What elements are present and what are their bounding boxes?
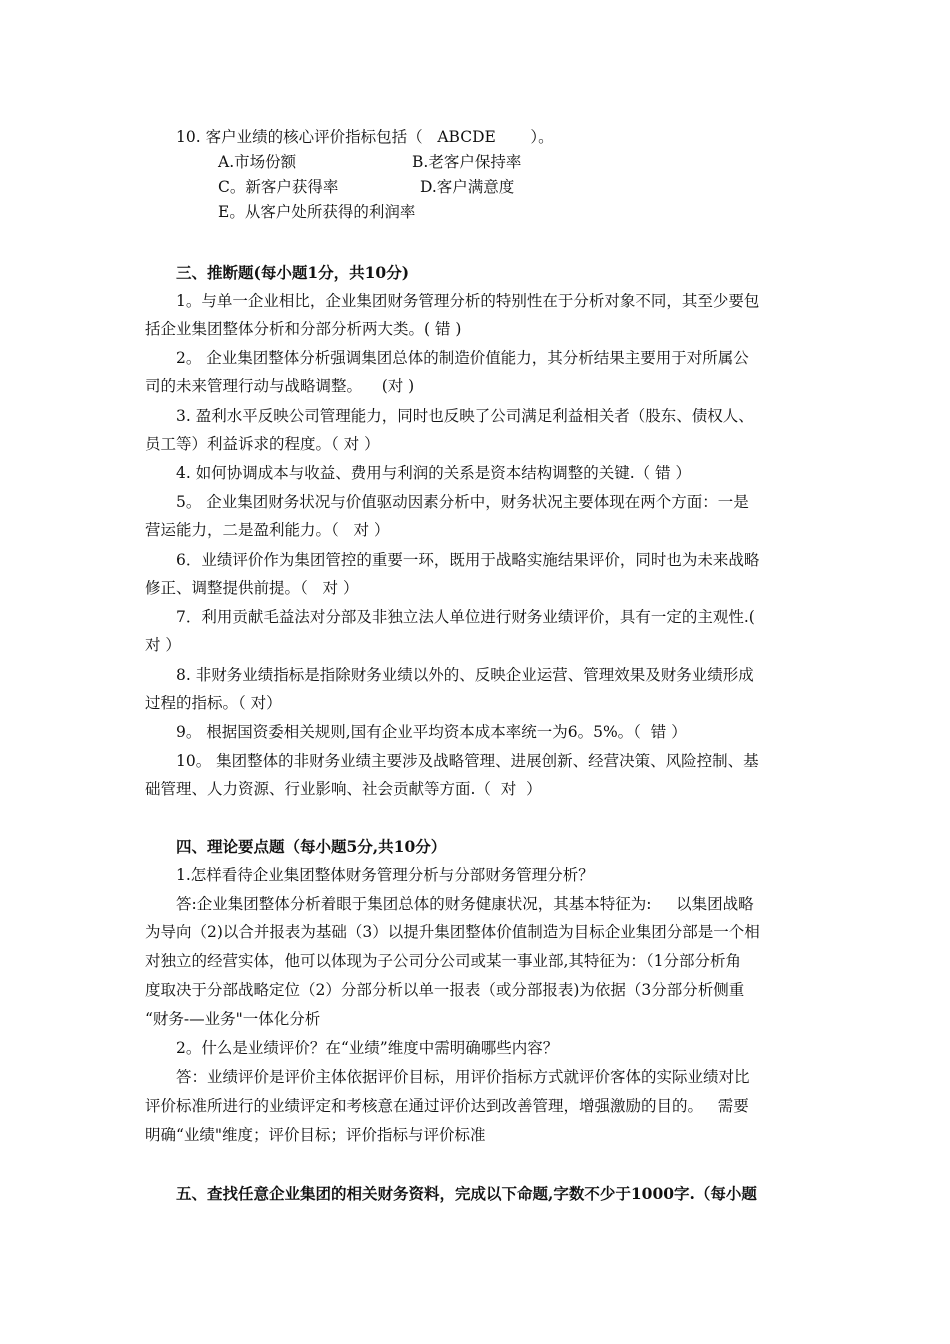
section-3-line: 修正、调整提供前提。（ 对 ） <box>145 579 359 597</box>
section-3-line: 2。 企业集团整体分析强调集团总体的制造价值能力，其分析结果主要用于对所属公 <box>176 349 749 367</box>
question-10-stem: 10. 客户业绩的核心评价指标包括（ ABCDE ）。 <box>176 128 554 146</box>
section-5-heading: 五、查找任意企业集团的相关财务资料，完成以下命题,字数不少于1000字.（每小题 <box>176 1184 757 1203</box>
section-4-line: 2。什么是业绩评价？在“业绩”维度中需明确哪些内容？ <box>176 1039 559 1057</box>
section-3-line: 1。与单一企业相比，企业集团财务管理分析的特别性在于分析对象不同，其至少要包 <box>176 292 760 310</box>
section-3-line: 7．利用贡献毛益法对分部及非独立法人单位进行财务业绩评价，具有一定的主观性.( <box>176 608 755 626</box>
section-4-line: 为导向（2)以合并报表为基础（3）以提升集团整体价值制造为目标企业集团分部是一个相 <box>145 923 760 941</box>
section-4-line: 对独立的经营实体，他可以体现为子公司分公司或某一事业部,其特征为：（1分部分析角 <box>145 952 742 970</box>
section-4-line: “财务-—业务"一体化分析 <box>145 1010 321 1028</box>
section-3-heading: 三、推断题(每小题1分，共10分) <box>176 263 410 282</box>
section-3-line: 3. 盈利水平反映公司管理能力，同时也反映了公司满足利益相关者（股东、债权人、 <box>176 407 754 425</box>
section-4-line: 1.怎样看待企业集团整体财务管理分析与分部财务管理分析？ <box>176 866 594 884</box>
option-a: A.市场份额 <box>218 153 297 171</box>
section-4-line: 评价标准所进行的业绩评定和考核意在通过评价达到改善管理，增强激励的目的。 需要 <box>145 1097 749 1115</box>
section-3-line: 5。 企业集团财务状况与价值驱动因素分析中，财务状况主要体现在两个方面：一是 <box>176 493 749 511</box>
option-e: E。从客户处所获得的利润率 <box>218 203 416 221</box>
section-4-line: 度取决于分部战略定位（2）分部分析以单一报表（或分部报表)为依据（3分部分析侧重 <box>145 981 745 999</box>
section-4-line: 答:企业集团整体分析着眼于集团总体的财务健康状况，其基本特征为: 以集团战略 <box>176 895 754 913</box>
section-3-line: 础管理、人力资源、行业影响、社会贡献等方面.（ 对 ） <box>145 780 542 798</box>
section-3-line: 司的未来管理行动与战略调整。 (对 ) <box>145 377 415 395</box>
section-4-heading: 四、理论要点题（每小题5分,共10分） <box>176 837 447 856</box>
section-3-line: 对 ） <box>145 636 181 654</box>
section-3-line: 9。 根据国资委相关规则,国有企业平均资本成本率统一为6。5%。（ 错 ） <box>176 723 687 741</box>
section-3-line: 8. 非财务业绩指标是指除财务业绩以外的、反映企业运营、管理效果及财务业绩形成 <box>176 666 754 684</box>
option-c: C。新客户获得率 <box>218 178 339 196</box>
section-3-line: 10。 集团整体的非财务业绩主要涉及战略管理、进展创新、经营决策、风险控制、基 <box>176 752 759 770</box>
section-3-line: 营运能力，二是盈利能力。（ 对 ） <box>145 521 390 539</box>
section-3-line: 员工等）利益诉求的程度。（ 对 ） <box>145 435 380 453</box>
section-3-line: 6．业绩评价作为集团管控的重要一环，既用于战略实施结果评价，同时也为未来战略 <box>176 551 760 569</box>
option-b: B.老客户保持率 <box>412 153 522 171</box>
section-4-line: 明确“业绩"维度；评价目标；评价指标与评价标准 <box>145 1126 486 1144</box>
option-d: D.客户满意度 <box>420 178 515 196</box>
section-3-line: 过程的指标。（ 对） <box>145 694 282 712</box>
section-3-line: 括企业集团整体分析和分部分析两大类。( 错 ) <box>145 320 462 338</box>
section-3-line: 4. 如何协调成本与收益、费用与利润的关系是资本结构调整的关键.（ 错 ） <box>176 464 691 482</box>
section-4-line: 答：业绩评价是评价主体依据评价目标，用评价指标方式就评价客体的实际业绩对比 <box>176 1068 750 1086</box>
